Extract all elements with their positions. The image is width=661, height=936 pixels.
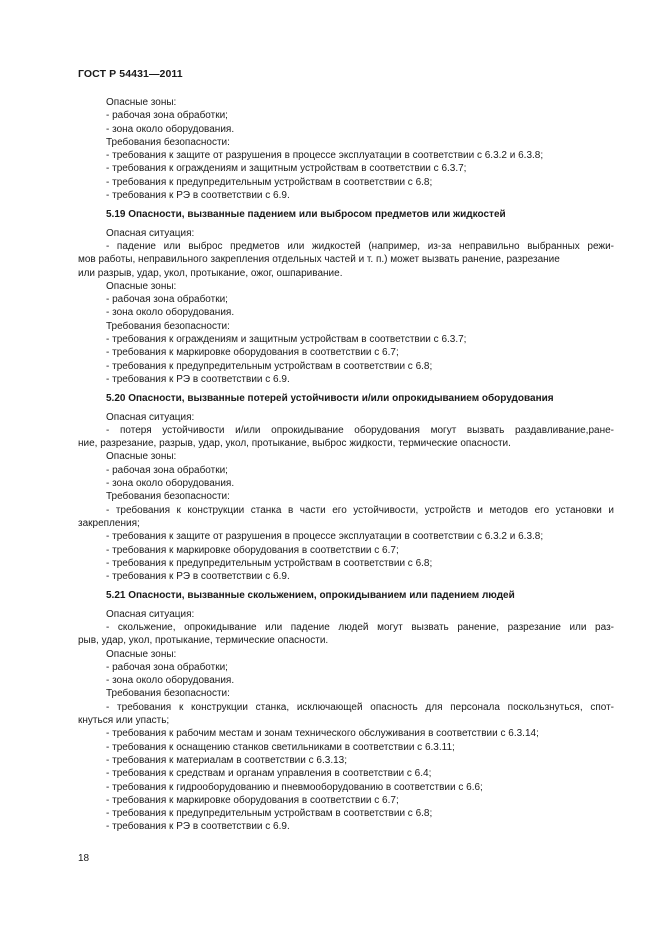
- paragraph-line: - требования к маркировке оборудования в соответствии с 6.7;: [106, 794, 399, 806]
- section-heading: 5.20 Опасности, вызванные потерей устойчивости и/или опрокидыванием оборудования: [106, 393, 554, 405]
- paragraph-line: - требования к материалам в соответствии с 6.3.13;: [106, 754, 347, 766]
- paragraph-line: - требования к средствам и органам управления в соответствии с 6.4;: [106, 768, 432, 780]
- paragraph-line: - требования к предупредительным устройствам в соответствии с 6.8;: [106, 557, 433, 569]
- paragraph-line: - падение или выброс предметов или жидкостей (например, из-за неправильно выбранных режи-: [106, 240, 614, 252]
- paragraph-continuation: или разрыв, удар, укол, протыкание, ожог, ошпаривание.: [78, 267, 343, 279]
- paragraph-line: - требования к защите от разрушения в процессе эксплуатации в соответствии с 6.3.2 и 6.3.8;: [106, 150, 544, 162]
- paragraph-line: Требования безопасности:: [106, 136, 230, 148]
- paragraph-line: - зона около оборудования.: [106, 478, 235, 490]
- paragraph-line: - требования к РЭ в соответствии с 6.9.: [106, 190, 290, 202]
- paragraph-line: Опасные зоны:: [106, 97, 177, 108]
- paragraph-line: Опасные зоны:: [106, 648, 177, 660]
- paragraph-continuation: закрепления;: [78, 517, 140, 529]
- paragraph-line: - требования к РЭ в соответствии с 6.9.: [106, 571, 290, 583]
- paragraph-line: - требования к конструкции станка в части его устойчивости, устройств и методов его установки и: [106, 504, 614, 516]
- paragraph-line: - требования к предупредительным устройствам в соответствии с 6.8;: [106, 360, 433, 372]
- paragraph-line: Опасная ситуация:: [106, 608, 195, 620]
- paragraph-line: - требования к конструкции станка, исключающей опасность для персонала поскользнуться, спот-: [106, 701, 614, 713]
- paragraph-line: Требования безопасности:: [106, 491, 230, 503]
- paragraph-line: Опасная ситуация:: [106, 227, 195, 239]
- paragraph-line: - рабочая зона обработки;: [106, 464, 228, 476]
- paragraph-line: Требования безопасности:: [106, 688, 230, 700]
- paragraph-line: - требования к ограждениям и защитным устройствам в соответствии с 6.3.7;: [106, 334, 467, 346]
- paragraph-line: - зона около оборудования.: [106, 307, 235, 319]
- paragraph-continuation: мов работы, неправильного закрепления отдельных частей и т. п.) может вызвать ранение, разрезание: [78, 254, 560, 266]
- paragraph-line: - рабочая зона обработки;: [106, 294, 228, 306]
- paragraph-line: - рабочая зона обработки;: [106, 661, 228, 673]
- section-heading: 5.19 Опасности, вызванные падением или выбросом предметов или жидкостей: [106, 209, 506, 221]
- paragraph-continuation: кнуться или упасть;: [78, 715, 170, 727]
- document-header: ГОСТ Р 54431—2011: [78, 68, 183, 80]
- paragraph-line: - зона около оборудования.: [106, 675, 235, 687]
- document-body: [78, 96, 614, 834]
- paragraph-line: - скольжение, опрокидывание или падение людей могут вызвать ранение, разрезание или раз-: [106, 621, 614, 633]
- paragraph-line: Требования безопасности:: [106, 320, 230, 332]
- paragraph-line: Опасные зоны:: [106, 280, 177, 292]
- paragraph-continuation: ние, разрезание, разрыв, удар, укол, протыкание, выброс жидкости, термические опасности.: [78, 438, 511, 450]
- paragraph-line: - потеря устойчивости и/или опрокидывание оборудования могут вызвать раздавливание,ране-: [106, 424, 614, 436]
- paragraph-line: - требования к предупредительным устройствам в соответствии с 6.8;: [106, 808, 433, 820]
- paragraph-continuation: рыв, удар, укол, протыкание, термические опасности.: [78, 635, 329, 647]
- paragraph-line: Опасная ситуация:: [106, 411, 195, 423]
- paragraph-line: - требования к оснащению станков светильниками в соответствии с 6.3.11;: [106, 741, 455, 753]
- paragraph-line: - зона около оборудования.: [106, 123, 235, 135]
- section-heading: 5.21 Опасности, вызванные скольжением, опрокидыванием или падением людей: [106, 590, 515, 602]
- paragraph-line: - требования к маркировке оборудования в соответствии с 6.7;: [106, 347, 399, 359]
- paragraph-line: Опасные зоны:: [106, 451, 177, 463]
- paragraph-line: - требования к ограждениям и защитным устройствам в соответствии с 6.3.7;: [106, 163, 467, 175]
- page-number: 18: [78, 853, 90, 864]
- paragraph-line: - требования к маркировке оборудования в соответствии с 6.7;: [106, 544, 399, 556]
- paragraph-line: - требования к гидрооборудованию и пневмооборудованию в соответствии с 6.6;: [106, 781, 483, 793]
- paragraph-line: - требования к РЭ в соответствии с 6.9.: [106, 373, 290, 385]
- paragraph-line: - требования к РЭ в соответствии с 6.9.: [106, 821, 290, 833]
- paragraph-line: - требования к предупредительным устройствам в соответствии с 6.8;: [106, 176, 433, 188]
- paragraph-line: - требования к рабочим местам и зонам технического обслуживания в соответствии с 6.3.14;: [106, 728, 539, 740]
- paragraph-line: - рабочая зона обработки;: [106, 110, 228, 122]
- paragraph-line: - требования к защите от разрушения в процессе эксплуатации в соответствии с 6.3.2 и 6.3.8;: [106, 531, 544, 543]
